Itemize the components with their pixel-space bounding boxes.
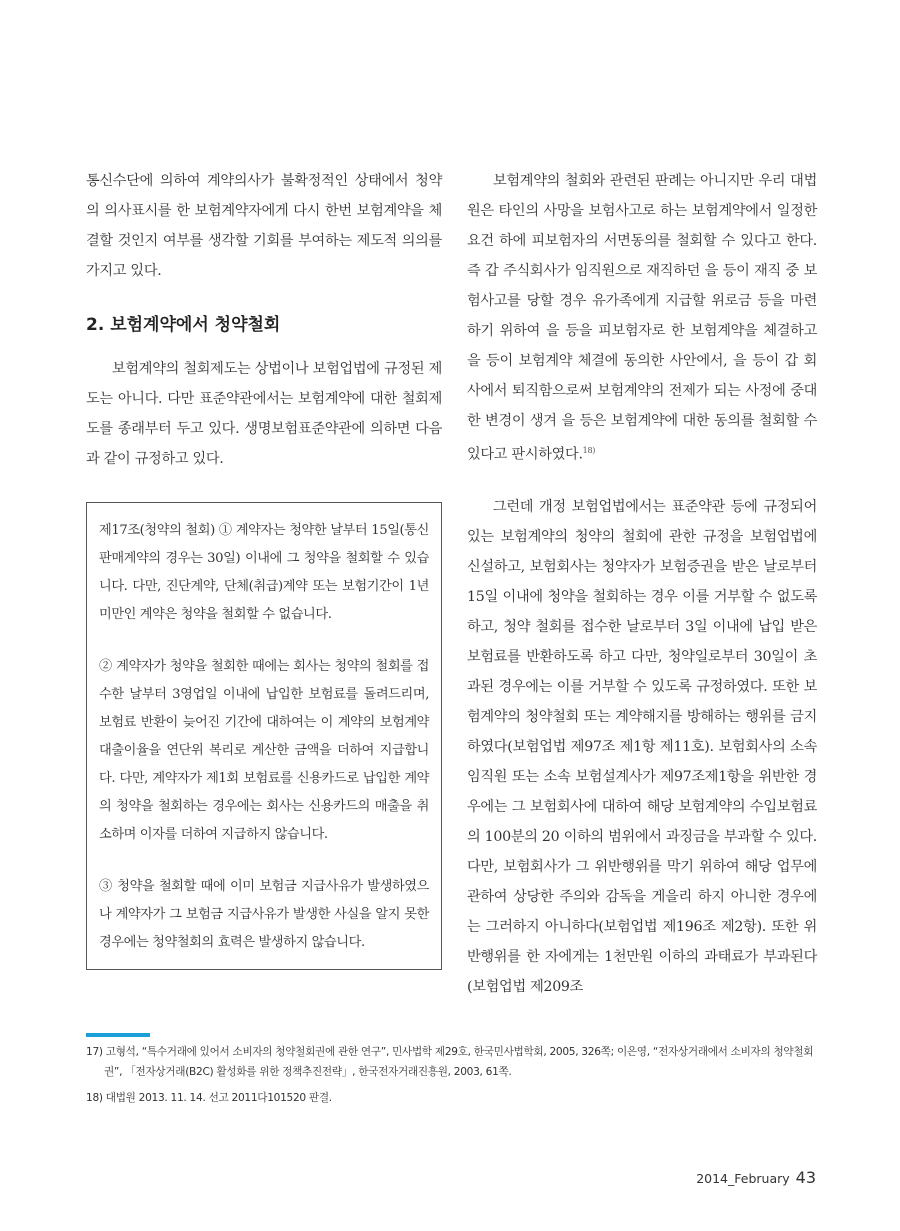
clause-2: ② 계약자가 청약을 철회한 때에는 회사는 청약의 철회를 접수한 날부터 3영업일 이내에 납입한 보험료를 돌려드리며, 보험료 반환이 늦어진 기간에 대하여는 이 계약의 보험계약대출이율을 연단위 복리로 계산한 금액을 더하여 지급합니다. 다만, 계약자가 제1회 보험료를 신용카드로 납입한 계약의 청약을 철회하는 경우에는 회사는 신용카드의 매출을 취소하며 이자를 더하여 지급하지 않습니다.	[99, 659, 429, 842]
footnote-ref-18[interactable]: 18)	[582, 446, 596, 455]
clause-1: 제17조(청약의 철회) ① 계약자는 청약한 날부터 15일(통신판매계약의 경우는 30일) 이내에 그 청약을 철회할 수 있습니다. 다만, 진단계약, 단체(취급)계약 또는 보험기간이 1년 미만인 계약은 청약을 철회할 수 없습니다.	[99, 523, 429, 622]
right-paragraph-1	[467, 166, 817, 470]
left-paragraph-2: 보험계약의 철회제도는 상법이나 보험업법에 규정된 제도는 아니다. 다만 표준약관에서는 보험계약에 대한 철회제도를 종래부터 두고 있다. 생명보험표준약관에 의하면 다음과 같이 규정하고 있다.	[86, 361, 442, 467]
clause-3: ③ 청약을 철회할 때에 이미 보험금 지급사유가 발생하였으나 계약자가 그 보험금 지급사유가 발생한 사실을 알지 못한 경우에는 청약철회의 효력은 발생하지 않습니다.	[99, 879, 429, 950]
right-paragraph-1-text: 보험계약의 철회와 관련된 판례는 아니지만 우리 대법원은 타인의 사망을 보험사고로 하는 보험계약에서 일정한 요건 하에 피보험자의 서면동의를 철회할 수 있다고 한다. 즉 갑 주식회사가 임직원으로 재직하던 을 등이 재직 중 보험사고를 당할 경우 유가족에게 지급할 위로금 등을 마련하기 위하여 을 등을 피보험자로 한 보험계약을 체결하고 을 등이 보험계약 체결에 동의한 사안에서, 을 등이 갑 회사에서 퇴직함으로써 보험계약의 전제가 되는 사정에 중대한 변경이 생겨 을 등은 보험계약에 대한 동의를 철회할 수 있다고 판시하였다.	[467, 173, 817, 463]
right-column	[467, 166, 817, 1002]
footnotes	[86, 1042, 816, 1114]
left-column	[86, 166, 442, 970]
footnote-18: 18) 대법원 2013. 11. 14. 선고 2011다101520 판결.	[86, 1092, 332, 1104]
right-paragraph-2: 그런데 개정 보험업법에서는 표준약관 등에 규정되어 있는 보험계약의 청약의 철회에 관한 규정을 보험업법에 신설하고, 보험회사는 청약자가 보험증권을 받은 날로부터 15일 이내에 청약을 철회하는 경우 이를 거부할 수 없도록 하고, 청약 철회를 접수한 날로부터 3일 이내에 납입 받은 보험료를 반환하도록 하고 다만, 청약일로부터 30일이 초과된 경우에는 이를 거부할 수 있도록 규정하였다. 또한 보험계약의 청약철회 또는 계약해지를 방해하는 행위를 금지하였다(보험업법 제97조 제1항 제11호). 보험회사의 소속 임직원 또는 소속 보험설계사가 제97조제1항을 위반한 경우에는 그 보험회사에 대하여 해당 보험계약의 수입보험료의 100분의 20 이하의 범위에서 과징금을 부과할 수 있다. 다만, 보험회사가 그 위반행위를 막기 위하여 해당 업무에 관하여 상당한 주의와 감독을 게을리 하지 아니한 경우에는 그러하지 아니하다(보험업법 제196조 제2항). 또한 위반행위를 한 자에게는 1천만원 이하의 과태료가 부과된다(보험업법 제209조	[467, 498, 817, 995]
page-footer	[696, 1168, 816, 1187]
footnote-rule	[86, 1033, 150, 1037]
page-number: 43	[795, 1168, 816, 1187]
section-heading: 2. 보험계약에서 청약철회	[86, 315, 281, 335]
left-paragraph-1: 통신수단에 의하여 계약의사가 불확정적인 상태에서 청약의 의사표시를 한 보험계약자에게 다시 한번 보험계약을 체결할 것인지 여부를 생각할 기회를 부여하는 제도적 의의를 가지고 있다.	[86, 173, 442, 279]
footnote-17: 17) 고형석, “특수거래에 있어서 소비자의 청약철회권에 관한 연구”, 민사법학 제29호, 한국민사법학회, 2005, 326쪽; 이은영, “전자상거래에서 소비자의 청약철회권”, 「전자상거래(B2C) 활성화를 위한 정책추진전략」, 한국전자거래진흥원, 2003, 61쪽.	[86, 1046, 814, 1078]
issue-label: 2014_February	[696, 1171, 790, 1186]
clause-box	[86, 502, 442, 970]
